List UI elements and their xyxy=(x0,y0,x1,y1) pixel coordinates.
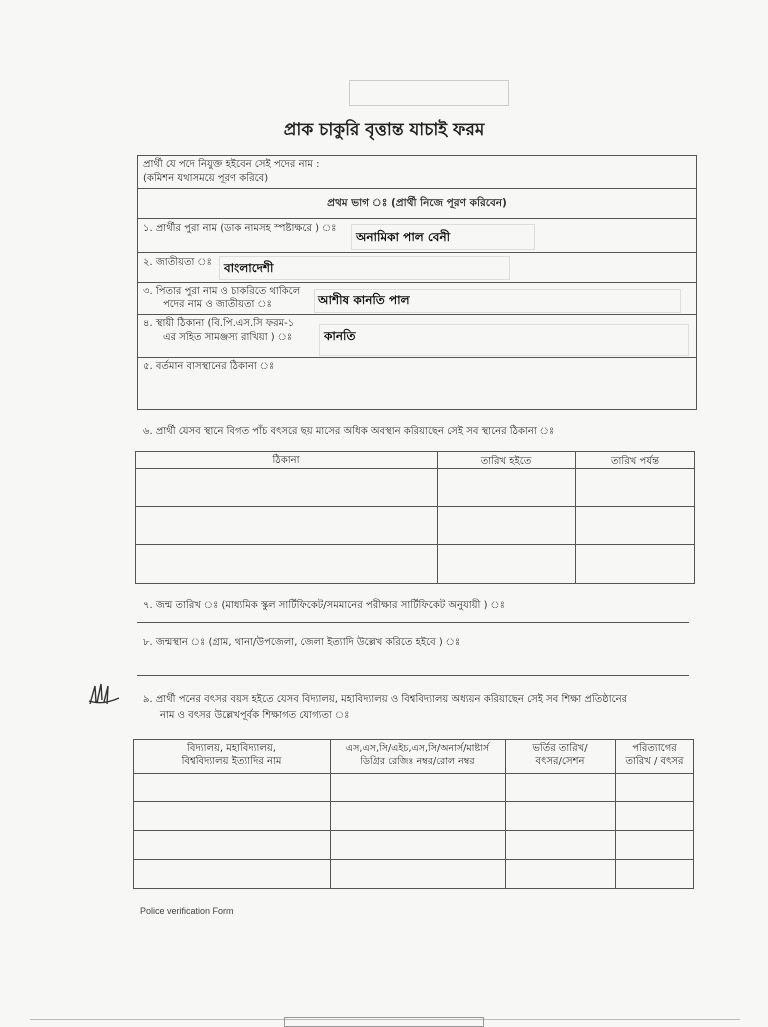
name-label: ১. প্রার্থীর পুরা নাম (ডাক নামসহ স্পষ্টাক্ষরে ) ঃ xyxy=(143,223,337,234)
birth-place-line[interactable] xyxy=(137,675,689,676)
edu-col-leaving: পরিত্যাগের তারিখ / বৎসর xyxy=(625,743,684,767)
permanent-address-label-cont: এর সহিত সামঞ্জস্য রাখিয়া ) ঃ xyxy=(163,332,293,343)
name-value: অনামিকা পাল বেনী xyxy=(356,230,451,244)
present-address-label: ৫. বর্তমান বাসস্থানের ঠিকানা ঃ xyxy=(143,361,275,372)
post-name-label: প্রার্থী যে পদে নিযুক্ত হইবেন সেই পদের নাম : xyxy=(143,159,320,170)
education-label: ৯. প্রার্থী পনের বৎসর বয়স হইতে যেসব বিদ্যালয়, মহাবিদ্যালয় ও বিশ্ববিদ্যালয় অধ্যয়ন করিয়াছেন সেই সব শিক্ষা প্রতিষ্ঠানের xyxy=(143,694,628,705)
residence-row[interactable] xyxy=(136,545,694,583)
edu-col-registration: এস,এস,সি/এইচ,এস,সি/অনার্স/মাষ্টার্স ডিগ্রির রেজিঃ নম্বর/রোল নম্বর xyxy=(345,743,490,767)
education-label-cont: নাম ও বৎসর উল্লেখপূর্বক শিক্ষাগত যোগ্যতা ঃ xyxy=(160,710,350,721)
item6-label: ৬. প্রার্থী যেসব স্থানে বিগত পাঁচ বৎসরে ছয় মাসের অধিক অবস্থান করিয়াছেন সেই সব স্থানের ঠিকানা ঃ xyxy=(143,426,555,437)
residence-col-address: ঠিকানা xyxy=(272,455,300,466)
birth-date-line[interactable] xyxy=(137,622,689,623)
part-one-heading: প্রথম ভাগ ঃ (প্রার্থী নিজে পূরণ করিবেন) xyxy=(327,197,507,209)
education-row[interactable] xyxy=(134,802,693,829)
footer-label: Police verification Form xyxy=(140,906,234,916)
residence-row[interactable] xyxy=(136,469,694,505)
permanent-address-value: কানতি xyxy=(324,329,356,343)
residence-col-to: তারিখ পর্যন্ত xyxy=(611,456,659,467)
initials-signature xyxy=(86,680,122,708)
education-row[interactable] xyxy=(134,774,693,800)
scan-edge-tab xyxy=(284,1017,484,1027)
birth-date-label: ৭. জন্ম তারিখ ঃ (মাধ্যমিক স্কুল সার্টিফিকেট/সমমানের পরীক্ষার সার্টিফিকেট অনুযায়ী ) ঃ xyxy=(143,600,505,611)
page-title: প্রাক চাকুরি বৃত্তান্ত যাচাই ফরম xyxy=(283,120,485,140)
birth-place-label: ৮. জন্মস্থান ঃ (গ্রাম, থানা/উপজেলা, জেলা ইত্যাদি উল্লেখ করিতে হইবে ) ঃ xyxy=(143,637,461,648)
father-label-cont: পদের নাম ও জাতীয়তা ঃ xyxy=(163,299,272,310)
permanent-address-input-box[interactable] xyxy=(319,324,689,356)
education-row[interactable] xyxy=(134,831,693,858)
education-row[interactable] xyxy=(134,860,693,888)
nationality-label: ২. জাতীয়তা ঃ xyxy=(143,257,212,268)
father-value: আশীষ কানতি পাল xyxy=(318,293,410,307)
father-label: ৩. পিতার পুরা নাম ও চাকরিতে থাকিলে xyxy=(143,286,301,297)
top-blank-box xyxy=(349,80,509,106)
residence-col-from: তারিখ হইতে xyxy=(480,456,532,467)
nationality-value: বাংলাদেশী xyxy=(224,261,274,275)
edu-col-admission: ভর্তির তারিখ/ বৎসর/সেশন xyxy=(532,743,588,767)
permanent-address-label: ৪. স্থায়ী ঠিকানা (বি.পি.এস.সি ফরম-১ xyxy=(143,318,295,329)
edu-col-institution: বিদ্যালয়, মহাবিদ্যালয়, বিশ্ববিদ্যালয় ইত্যাদির নাম xyxy=(181,743,282,767)
post-name-note: (কমিশন যথাসময়ে পূরণ করিবে) xyxy=(143,173,269,184)
residence-row[interactable] xyxy=(136,507,694,543)
